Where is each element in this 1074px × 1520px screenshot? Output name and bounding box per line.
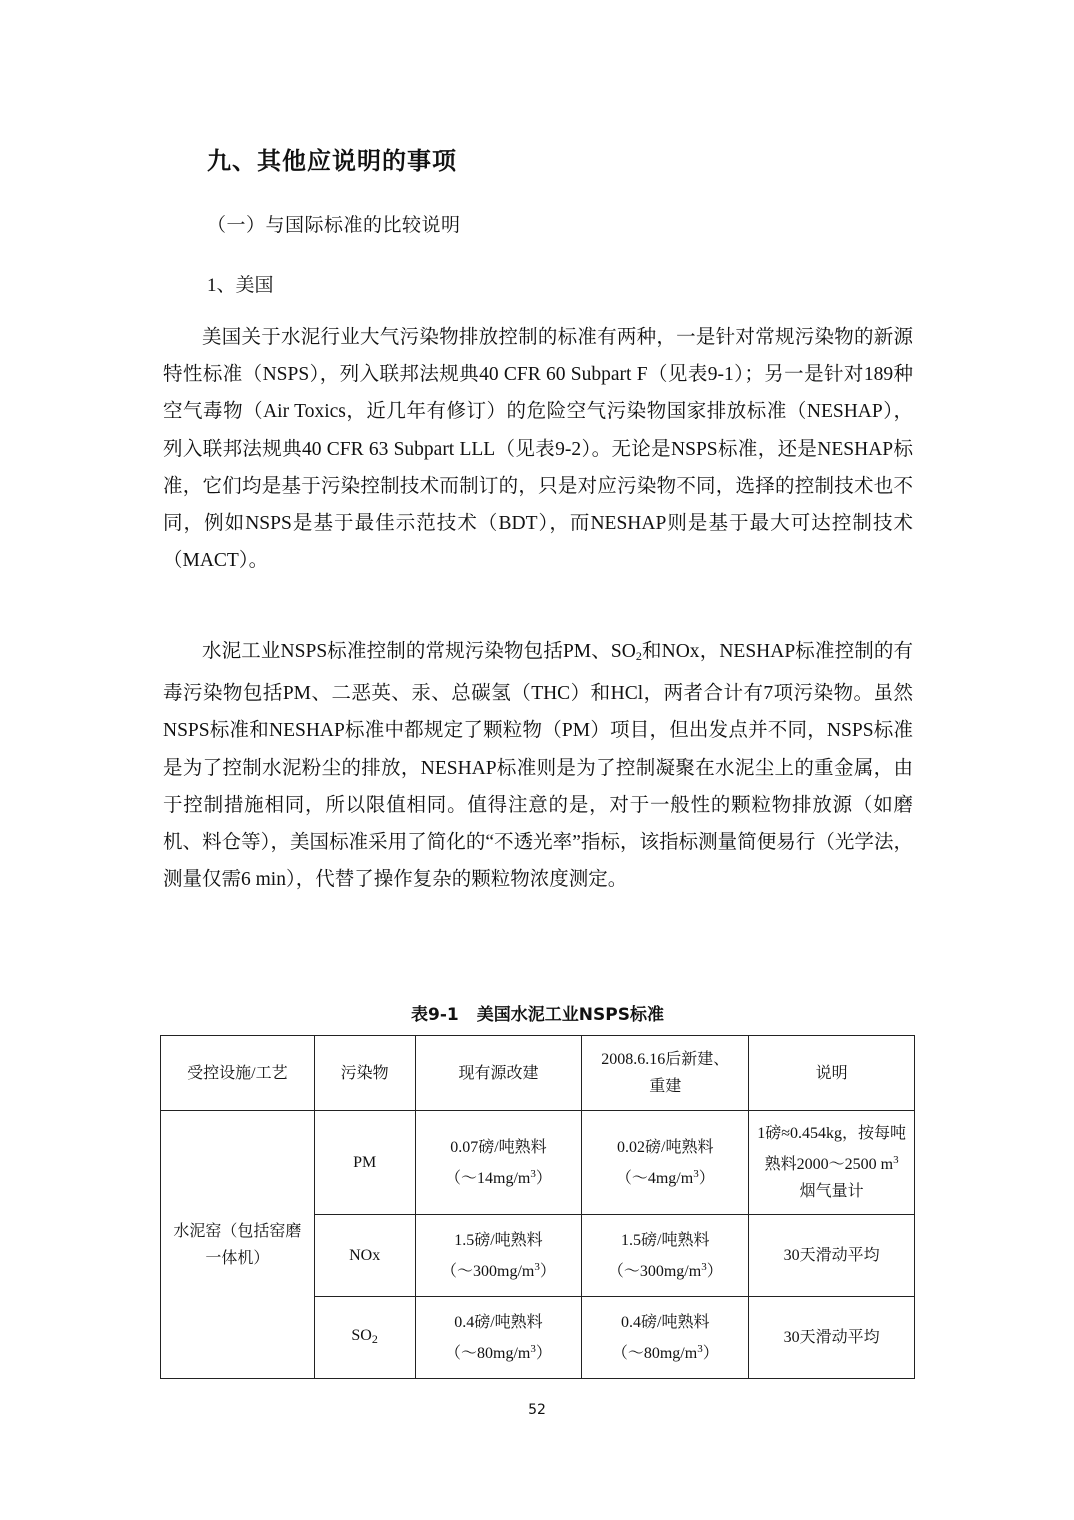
subscript: 2 xyxy=(371,1332,378,1346)
note-cell: 30天滑动平均 xyxy=(749,1297,915,1379)
table-title: 美国水泥工业NSPS标准 xyxy=(476,1005,664,1025)
note-cell xyxy=(749,1111,915,1215)
header-new: 2008.6.16后新建、重建 xyxy=(582,1036,749,1111)
cell-text: （～4mg/m xyxy=(615,1169,694,1187)
cell-text: （～14mg/m xyxy=(445,1169,531,1187)
page-number: 52 xyxy=(528,1402,546,1418)
superscript: 3 xyxy=(693,1167,699,1180)
cell-text xyxy=(590,1161,740,1192)
superscript: 3 xyxy=(893,1154,899,1166)
cell-text: ） xyxy=(706,1262,723,1280)
paragraph-pollutants xyxy=(163,633,913,898)
cell-text xyxy=(590,1336,740,1367)
subscript: 2 xyxy=(635,649,642,663)
country-heading: 1、美国 xyxy=(207,275,274,296)
cell-text: （～300mg/m xyxy=(607,1262,702,1280)
section-heading: 九、其他应说明的事项 xyxy=(207,147,457,175)
superscript: 3 xyxy=(534,1260,540,1273)
existing-cell xyxy=(415,1297,582,1379)
cell-text xyxy=(590,1254,740,1285)
cell-text: 1.5磅/吨熟料 xyxy=(454,1231,543,1249)
header-note: 说明 xyxy=(749,1036,915,1111)
pollutant-cell xyxy=(314,1297,415,1379)
table-row xyxy=(161,1111,915,1215)
cell-text xyxy=(424,1254,574,1285)
cell-text: ） xyxy=(539,1262,556,1280)
superscript: 3 xyxy=(530,1342,536,1355)
cell-text: 1磅≈0.454kg，按每吨熟料2000～2500 m xyxy=(757,1125,906,1173)
note-cell: 30天滑动平均 xyxy=(749,1215,915,1297)
cell-text: （～80mg/m xyxy=(445,1344,531,1362)
subsection-heading: （一）与国际标准的比较说明 xyxy=(207,214,461,236)
new-cell xyxy=(582,1111,749,1215)
cell-text xyxy=(424,1161,574,1192)
cell-text: SO xyxy=(351,1327,372,1344)
nsps-table xyxy=(160,1035,915,1379)
paragraph-text: 水泥工业NSPS标准控制的常规污染物包括PM、SO xyxy=(202,641,636,662)
paragraph-nsps-neshap: 美国关于水泥行业大气污染物排放控制的标准有两种，一是针对常规污染物的新源特性标准（NSPS），列入联邦法规典40 CFR 60 Subpart F（见表9-1）；另一是针对189种空气毒物（Air Toxics，近几年有修订）的危险空气污染物国家排放标准（NESHAP），列入联邦法规典40 CFR 63 Subpart LLL（见表9-2）。无论是NSPS标准，还是NESHAP标准，它们均是基于污染控制技术而制订的，只是对应污染物不同，选择的控制技术也不同，例如NSPS是基于最佳示范技术（BDT），而NESHAP则是基于最大可达控制技术（MACT）。 xyxy=(163,327,913,572)
cell-text: （～80mg/m xyxy=(611,1344,698,1362)
table-number: 表9-1 xyxy=(411,1005,459,1025)
table-caption xyxy=(160,1000,915,1025)
cell-text: （～300mg/m xyxy=(441,1262,535,1280)
superscript: 3 xyxy=(530,1167,536,1180)
header-pollutant: 污染物 xyxy=(314,1036,415,1111)
cell-text: ） xyxy=(535,1169,552,1187)
existing-cell xyxy=(415,1111,582,1215)
cell-text: 烟气量计 xyxy=(799,1183,864,1200)
new-cell xyxy=(582,1215,749,1297)
header-facility: 受控设施/工艺 xyxy=(161,1036,315,1111)
facility-cell: 水泥窑（包括窑磨一体机） xyxy=(161,1111,315,1379)
cell-text: 1.5磅/吨熟料 xyxy=(621,1231,710,1249)
cell-text: 0.4磅/吨熟料 xyxy=(454,1313,543,1331)
pollutant-cell: PM xyxy=(314,1111,415,1215)
cell-text: 0.4磅/吨熟料 xyxy=(621,1313,710,1331)
header-existing: 现有源改建 xyxy=(415,1036,582,1111)
paragraph-text: 和NOx，NESHAP标准控制的有毒污染物包括PM、二恶英、汞、总碳氢（THC）和HCl，两者合计有7项污染物。虽然NSPS标准和NESHAP标准中都规定了颗粒物（PM）项目，但出发点并不同，NSPS标准是为了控制水泥粉尘的排放，NESHAP标准则是为了控制凝聚在水泥尘上的重金属，由于控制措施相同，所以限值相同。值得注意的是，对于一般性的颗粒物排放源（如磨机、料仓等），美国标准采用了简化的“不透光率”指标，该指标测量简便易行（光学法，测量仅需6 min），代替了操作复杂的颗粒物浓度测定。 xyxy=(163,641,914,891)
new-cell xyxy=(582,1297,749,1379)
cell-text: ） xyxy=(702,1344,719,1362)
cell-text: ） xyxy=(698,1169,715,1187)
pollutant-cell: NOx xyxy=(314,1215,415,1297)
table-header-row xyxy=(161,1036,915,1111)
cell-text xyxy=(424,1336,574,1367)
cell-text: 0.07磅/吨熟料 xyxy=(450,1138,547,1156)
cell-text: 0.02磅/吨熟料 xyxy=(617,1138,714,1156)
existing-cell xyxy=(415,1215,582,1297)
superscript: 3 xyxy=(701,1260,707,1273)
cell-text: ） xyxy=(535,1344,552,1362)
superscript: 3 xyxy=(697,1342,703,1355)
